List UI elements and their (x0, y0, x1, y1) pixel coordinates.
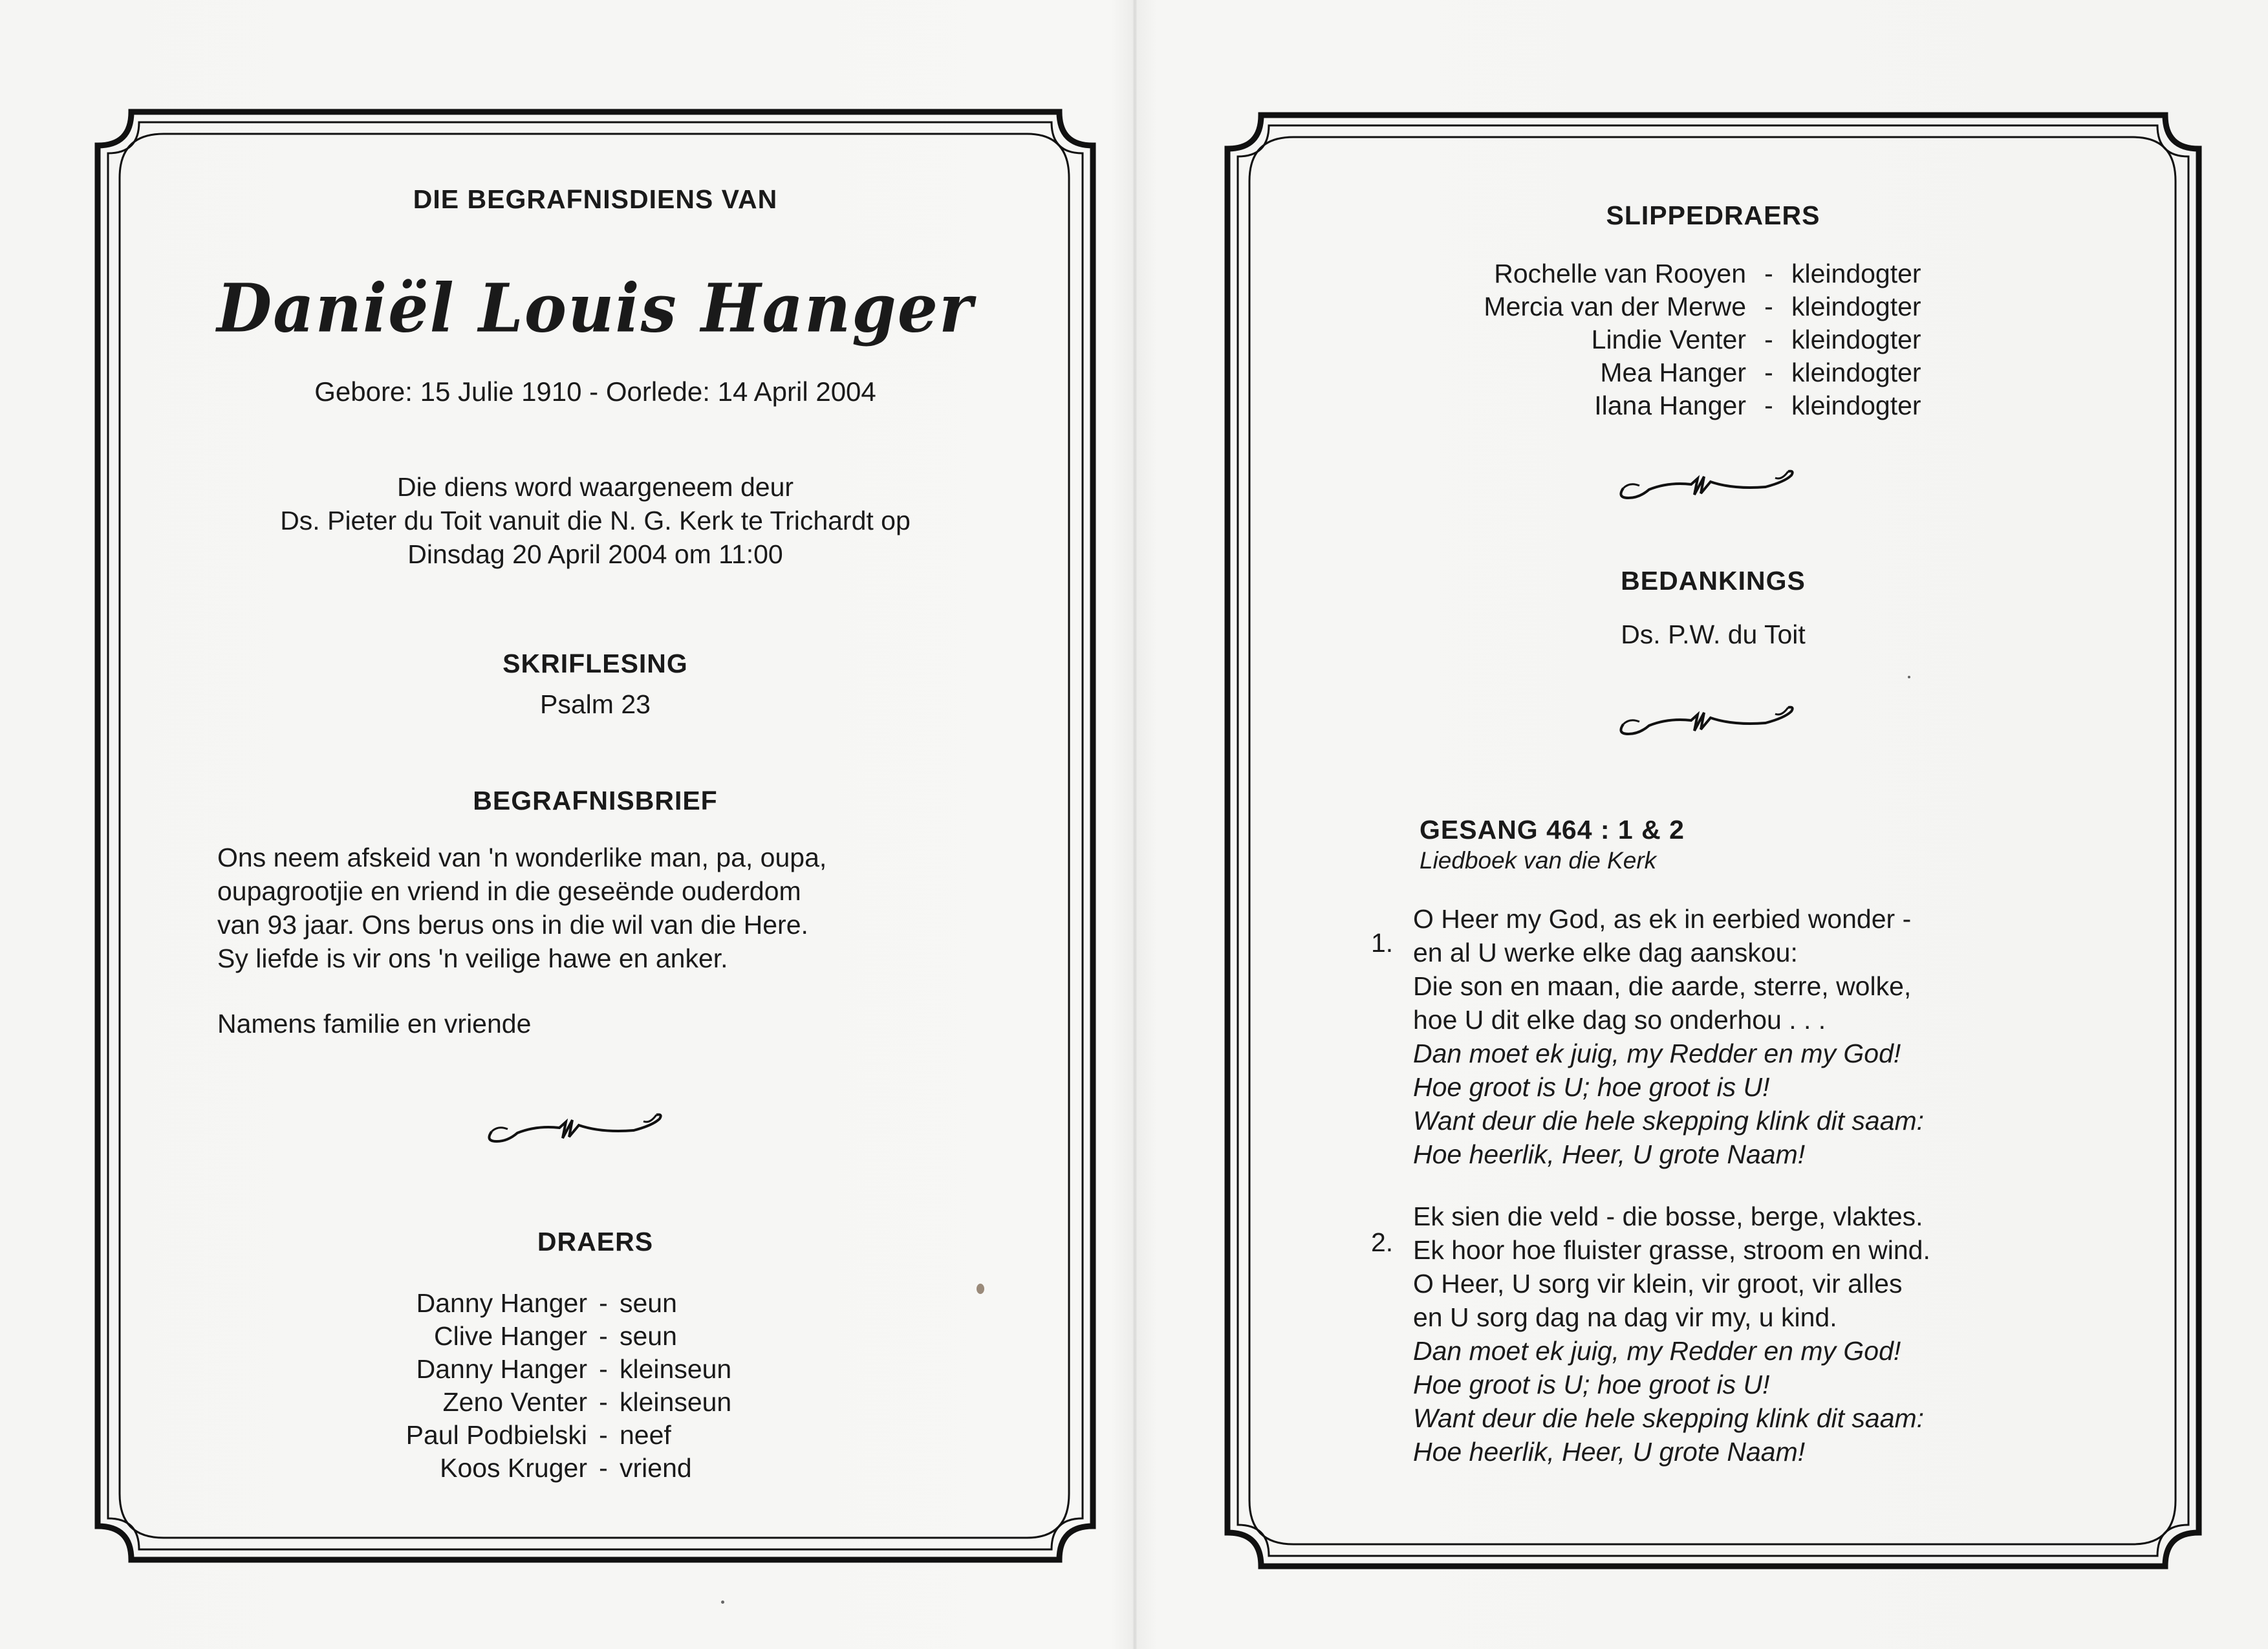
pallbearer-relation: kleindogter (1791, 292, 1921, 321)
bearer-name: Clive Hanger (434, 1321, 587, 1351)
bearer-name: Paul Podbielski (405, 1420, 587, 1450)
hymn-title: GESANG 464 : 1 & 2 (1420, 815, 1685, 845)
verse-number: 2. (1371, 1227, 1394, 1257)
bearers-list (371, 1287, 731, 1485)
left-page (92, 107, 1098, 1565)
list-item: Rochelle van Rooyen - kleindogter (1416, 257, 1921, 290)
pallbearer-name: Rochelle van Rooyen (1494, 259, 1746, 288)
pallbearers-heading: SLIPPEDRAERS (1606, 200, 1820, 230)
pallbearer-name: Lindie Venter (1591, 325, 1746, 354)
flourish-ornament (1610, 698, 1804, 744)
verse-line: Ek hoor hoe fluister grasse, stroom en wind. (1413, 1235, 1930, 1265)
pallbearer-relation: kleindogter (1791, 325, 1921, 354)
hymn-source: Liedboek van die Kerk (1420, 847, 1657, 874)
center-fold (1133, 0, 1137, 1649)
pallbearer-name: Ilana Hanger (1594, 391, 1746, 420)
service-line-2: Ds. Pieter du Toit vanuit die N. G. Kerk te Trichardt op (280, 506, 911, 535)
letter-line: Sy liefde is vir ons 'n veilige hawe en anker. (217, 943, 728, 973)
verse-line: en U sorg dag na dag vir my, u kind. (1413, 1302, 1837, 1332)
bearer-relation: kleinseun (620, 1387, 732, 1417)
bearer-relation: vriend (620, 1453, 692, 1483)
pallbearer-relation: kleindogter (1791, 259, 1921, 288)
right-page (1222, 110, 2204, 1571)
refrain-line: Dan moet ek juig, my Redder en my God! (1413, 1336, 1901, 1366)
bearer-relation: kleinseun (620, 1354, 732, 1384)
list-item: Lindie Venter - kleindogter (1416, 323, 1921, 356)
refrain-line: Hoe groot is U; hoe groot is U! (1413, 1370, 1770, 1399)
flourish-ornament (479, 1106, 673, 1151)
list-item: Zeno Venter - kleinseun (371, 1386, 731, 1419)
verse-line: O Heer, U sorg vir klein, vir groot, vir alles (1413, 1269, 1903, 1299)
letter-line: Ons neem afskeid van 'n wonderlike man, pa, oupa, (217, 843, 827, 872)
letter-line: van 93 jaar. Ons berus ons in die wil van die Here. (217, 910, 808, 940)
letter-heading: BEGRAFNISBRIEF (473, 786, 718, 815)
pallbearer-relation: kleindogter (1791, 358, 1921, 387)
service-line-3: Dinsdag 20 April 2004 om 11:00 (407, 539, 783, 569)
bearers-heading: DRAERS (537, 1227, 654, 1256)
scripture-reading: Psalm 23 (540, 689, 651, 719)
scan-speck (1908, 676, 1910, 678)
refrain-line: Dan moet ek juig, my Redder en my God! (1413, 1039, 1901, 1068)
service-heading: DIE BEGRAFNISDIENS VAN (413, 184, 778, 214)
verse-line: hoe U dit elke dag so onderhou . . . (1413, 1005, 1826, 1035)
verse-number: 1. (1371, 928, 1394, 958)
refrain-line: Hoe heerlik, Heer, U grote Naam! (1413, 1437, 1806, 1467)
pallbearer-name: Mercia van der Merwe (1484, 292, 1746, 321)
list-item: Koos Kruger - vriend (371, 1452, 731, 1485)
service-line-1: Die diens word waargeneem deur (396, 472, 794, 502)
verse-line: Ek sien die veld - die bosse, berge, vlaktes. (1413, 1202, 1923, 1231)
hymn-verse-1 (1413, 902, 2124, 1171)
bearer-relation: seun (620, 1288, 677, 1318)
refrain-line: Want deur die hele skepping klink dit saam: (1413, 1403, 1925, 1433)
list-item: Danny Hanger - kleinseun (371, 1353, 731, 1386)
bearer-name: Koos Kruger (440, 1453, 587, 1483)
pallbearer-relation: kleindogter (1791, 391, 1921, 420)
scripture-heading: SKRIFLESING (502, 649, 688, 678)
scan-speck (977, 1284, 984, 1294)
letter-signoff: Namens familie en vriende (217, 1009, 532, 1039)
funeral-letter (217, 841, 993, 975)
verse-line: en al U werke elke dag aanskou: (1413, 938, 1798, 967)
thanks-heading: BEDANKINGS (1621, 566, 1806, 596)
birth-death-dates: Gebore: 15 Julie 1910 - Oorlede: 14 April 2004 (314, 376, 876, 407)
refrain-line: Want deur die hele skepping klink dit saam: (1413, 1106, 1925, 1136)
letter-line: oupagrootjie en vriend in die geseënde ouderdom (217, 876, 801, 906)
hymn-verse-2 (1413, 1200, 2124, 1469)
bearer-name: Zeno Venter (442, 1387, 587, 1417)
pallbearers-list (1416, 257, 1921, 422)
verse-line: O Heer my God, as ek in eerbied wonder - (1413, 904, 1912, 934)
list-item: Paul Podbielski - neef (371, 1419, 731, 1452)
deceased-name: Daniël Louis Hanger (217, 270, 974, 348)
scan-speck (721, 1600, 724, 1604)
verse-line: Die son en maan, die aarde, sterre, wolke, (1413, 971, 1912, 1001)
thanks-by: Ds. P.W. du Toit (1621, 620, 1806, 649)
bearer-name: Danny Hanger (416, 1288, 587, 1318)
bearer-name: Danny Hanger (416, 1354, 587, 1384)
pallbearer-name: Mea Hanger (1600, 358, 1746, 387)
list-item: Ilana Hanger - kleindogter (1416, 389, 1921, 422)
bearer-relation: neef (620, 1420, 671, 1450)
refrain-line: Hoe heerlik, Heer, U grote Naam! (1413, 1139, 1806, 1169)
list-item: Danny Hanger - seun (371, 1287, 731, 1320)
flourish-ornament (1610, 462, 1804, 508)
list-item: Clive Hanger - seun (371, 1320, 731, 1353)
list-item: Mea Hanger - kleindogter (1416, 356, 1921, 389)
list-item: Mercia van der Merwe - kleindogter (1416, 290, 1921, 323)
bearer-relation: seun (620, 1321, 677, 1351)
refrain-line: Hoe groot is U; hoe groot is U! (1413, 1072, 1770, 1102)
